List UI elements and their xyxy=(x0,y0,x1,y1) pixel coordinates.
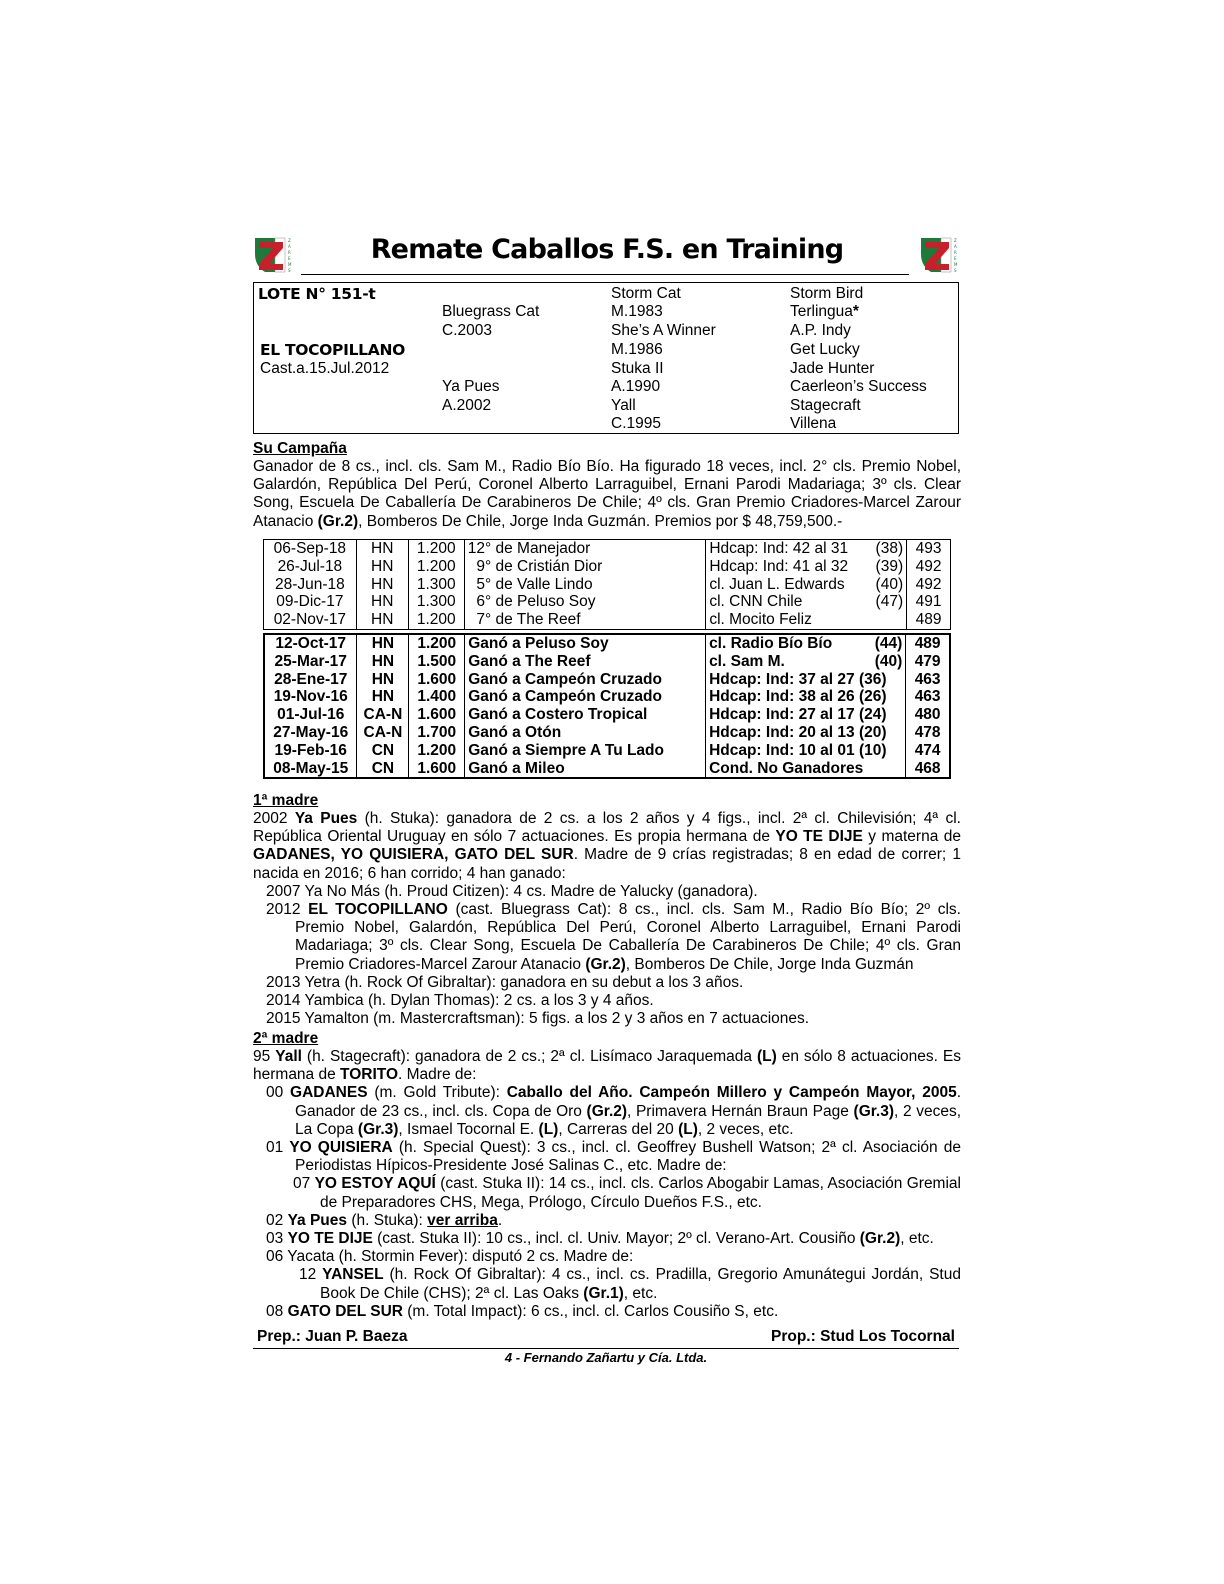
race-date: 28-Ene-17 xyxy=(274,670,348,688)
svg-text:A: A xyxy=(954,244,957,249)
ver-arriba-link[interactable]: ver arriba xyxy=(427,1211,498,1229)
header-rule xyxy=(301,274,909,275)
gen3-5: A.1990 xyxy=(611,378,661,395)
race-result: 12° de Manejador xyxy=(464,540,706,558)
race-result: Ganó a The Reef xyxy=(465,653,706,671)
sire-info: C.2003 xyxy=(442,322,492,339)
race-weight: 478 xyxy=(906,724,950,742)
race-distance: 1.600 xyxy=(409,760,465,779)
produce-yo-estoy-aqui: 07 YO ESTOY AQUÍ (cast. Stuka II): 14 cs., incl. cls. Carlos Abogabir Lamas, Asociación Gremial de Preparadores CHS, Mega, Prólogo, Círculo Dueños F.S., etc. xyxy=(293,1175,961,1211)
race-date: 19-Feb-16 xyxy=(274,741,347,759)
race-distance: 1.500 xyxy=(409,653,465,671)
race-row xyxy=(264,706,950,724)
race-name: cl. Sam M. (40) xyxy=(706,653,906,671)
gen4-0: Storm Bird xyxy=(790,285,864,302)
race-result: Ganó a Campeón Cruzado xyxy=(465,688,706,706)
gen4-6: Stagecraft xyxy=(790,397,861,414)
race-distance: 1.600 xyxy=(409,706,465,724)
campaign-heading: Su Campaña xyxy=(253,440,347,457)
campaign-section xyxy=(253,440,961,531)
race-track: HN xyxy=(357,653,409,671)
zanartu-logo-right xyxy=(919,232,961,276)
race-name: cl. Juan L. Edwards (40) xyxy=(706,576,907,594)
svg-text:Z: Z xyxy=(954,238,957,243)
race-name: Cond. No Ganadores xyxy=(706,760,906,779)
placed-races-table xyxy=(263,539,951,630)
horse-birth: Cast.a.15.Jul.2012 xyxy=(260,360,390,377)
race-distance: 1.300 xyxy=(408,593,464,611)
second-dam-section xyxy=(253,1030,961,1321)
race-row xyxy=(264,576,951,594)
race-result: Ganó a Otón xyxy=(465,724,706,742)
race-rank: (44) xyxy=(874,634,903,652)
race-date: 19-Nov-16 xyxy=(273,688,348,706)
gen3-6: Yall xyxy=(611,397,636,414)
offspring-2013: 2013 Yetra (h. Rock Of Gibraltar): ganadora en su debut a los 3 años. xyxy=(266,973,744,991)
produce-yansel: 12 YANSEL (h. Rock Of Gibraltar): 4 cs., incl. cs. Pradilla, Gregorio Amunátegui Jordán, Stud Book De Chile (CHS); 2ª cl. Las Oaks (Gr.1), etc. xyxy=(299,1266,961,1302)
race-row xyxy=(264,593,951,611)
race-distance: 1.200 xyxy=(408,558,464,576)
race-name: Hdcap: Ind: 42 al 31 (38) xyxy=(706,540,907,558)
first-dam-section xyxy=(253,792,961,1028)
race-row xyxy=(264,558,951,576)
produce-yacata: 06 Yacata (h. Stormin Fever): disputó 2 cs. Madre de: xyxy=(266,1248,634,1266)
second-dam-heading: 2ª madre xyxy=(253,1030,319,1047)
gen4-1: Terlingua* xyxy=(790,303,859,320)
race-name: cl. Mocito Feliz xyxy=(706,611,907,629)
race-date: 27-May-16 xyxy=(273,723,349,741)
gen4-2: A.P. Indy xyxy=(790,322,851,339)
produce-yo-quisiera: 01 YO QUISIERA (h. Special Quest): 3 cs., incl. cl. Geoffrey Bushell Watson; 2ª cl. Asociación de Periodistas Hípicos-Presidente José Salinas C., etc. Madre de: xyxy=(266,1139,961,1175)
race-track: HN xyxy=(356,558,408,576)
race-name: Hdcap: Ind: 38 al 26 (26) xyxy=(706,688,906,706)
race-distance: 1.700 xyxy=(409,724,465,742)
race-row xyxy=(264,653,950,671)
offspring-2014: 2014 Yambica (h. Dylan Thomas): 2 cs. a los 3 y 4 años. xyxy=(266,992,654,1010)
race-track: HN xyxy=(357,634,409,653)
race-result: Ganó a Mileo xyxy=(465,760,706,779)
trainer: Prep.: Juan P. Baeza xyxy=(257,1328,408,1345)
race-result: Ganó a Costero Tropical xyxy=(465,706,706,724)
race-weight: 492 xyxy=(907,558,951,576)
page-title: Remate Caballos F.S. en Training xyxy=(370,234,844,265)
race-date: 25-Mar-17 xyxy=(274,652,347,670)
produce-ya-pues: 02 Ya Pues (h. Stuka): ver arriba. xyxy=(266,1211,503,1229)
race-weight: 489 xyxy=(907,611,951,629)
race-rank: (47) xyxy=(875,593,904,611)
race-track: CA-N xyxy=(357,724,409,742)
svg-text:E: E xyxy=(288,256,291,261)
race-distance: 1.200 xyxy=(408,540,464,558)
race-name: Hdcap: Ind: 20 al 13 (20) xyxy=(706,724,906,742)
race-row xyxy=(264,760,950,779)
race-track: HN xyxy=(356,611,408,629)
race-distance: 1.300 xyxy=(408,576,464,594)
race-result: 5° de Valle Lindo xyxy=(464,576,706,594)
race-result: Ganó a Siempre A Tu Lado xyxy=(465,742,706,760)
race-distance: 1.200 xyxy=(409,634,465,653)
race-track: HN xyxy=(356,540,408,558)
produce-gadanes: 00 GADANES (m. Gold Tribute): Caballo del Año. Campeón Millero y Campeón Mayor, 2005. Ganador de 23 cs., incl. cls. Copa de Oro (Gr.2), Primavera Hernán Braun Page (Gr.3), 2 veces, La Copa (Gr.3), Ismael Tocornal E. (L), Carreras del 20 (L), 2 veces, etc. xyxy=(266,1084,962,1138)
race-result: 6° de Peluso Soy xyxy=(464,593,706,611)
gen4-4: Jade Hunter xyxy=(790,360,875,377)
gen3-3: M.1986 xyxy=(611,341,663,358)
race-result: Ganó a Campeón Cruzado xyxy=(465,671,706,689)
race-name: cl. Radio Bío Bío (44) xyxy=(706,634,906,653)
race-name: cl. CNN Chile (47) xyxy=(706,593,907,611)
produce-gato-del-sur: 08 GATO DEL SUR (m. Total Impact): 6 cs., incl. cl. Carlos Cousiño S, etc. xyxy=(266,1302,779,1320)
race-weight: 491 xyxy=(907,593,951,611)
svg-text:S: S xyxy=(954,268,957,273)
gen3-7: C.1995 xyxy=(611,415,661,432)
race-distance: 1.200 xyxy=(408,611,464,629)
first-dam-text: 2002 Ya Pues (h. Stuka): ganadora de 2 cs. a los 2 años y 4 figs., incl. 2ª cl. Chilevisión; 4ª cl. República Oriental Uruguay en sólo 7 actuaciones. Es propia hermana de YO TE DIJE y materna de GADANES, YO QUISIERA, GATO DEL SUR. Madre de 9 crías registradas; 8 en edad de correr; 1 nacida en 2016; 6 han corrido; 4 han ganado: xyxy=(253,810,962,882)
race-weight: 463 xyxy=(906,688,950,706)
race-row xyxy=(264,742,950,760)
race-track: HN xyxy=(356,576,408,594)
race-weight: 492 xyxy=(907,576,951,594)
first-dam-heading: 1ª madre xyxy=(253,792,319,809)
page-number: 4 - Fernando Zañartu y Cía. Ltda. xyxy=(504,1350,708,1365)
svg-text:R: R xyxy=(954,250,957,255)
race-record xyxy=(263,539,951,779)
race-row xyxy=(264,540,951,558)
import-star: * xyxy=(852,303,859,320)
race-result: Ganó a Peluso Soy xyxy=(465,634,706,653)
race-weight: 463 xyxy=(906,671,950,689)
won-races-table xyxy=(263,633,951,779)
race-track: CN xyxy=(357,742,409,760)
svg-text:S: S xyxy=(288,268,291,273)
race-name: Hdcap: Ind: 27 al 17 (24) xyxy=(706,706,906,724)
race-row xyxy=(264,671,950,689)
race-distance: 1.400 xyxy=(409,688,465,706)
lot-number: LOTE N° 151-t xyxy=(258,285,376,303)
race-date: 06-Sep-18 xyxy=(273,540,347,557)
race-weight: 493 xyxy=(907,540,951,558)
race-name: Hdcap: Ind: 37 al 27 (36) xyxy=(706,671,906,689)
svg-text:R: R xyxy=(288,250,291,255)
svg-text:E: E xyxy=(954,256,957,261)
race-distance: 1.600 xyxy=(409,671,465,689)
race-row xyxy=(264,688,950,706)
gen3-0: Storm Cat xyxy=(611,285,681,302)
race-result: 9° de Cristián Dior xyxy=(464,558,706,576)
zanartu-logo-left xyxy=(253,232,295,276)
offspring-2007: 2007 Ya No Más (h. Proud Citizen): 4 cs. Madre de Yalucky (ganadora). xyxy=(266,882,758,900)
race-track: CA-N xyxy=(357,706,409,724)
gen4-3: Get Lucky xyxy=(790,341,860,358)
svg-text:M: M xyxy=(288,262,292,267)
race-weight: 489 xyxy=(906,634,950,653)
race-date: 02-Nov-17 xyxy=(273,611,347,629)
race-distance: 1.200 xyxy=(409,742,465,760)
race-track: CN xyxy=(357,760,409,779)
svg-text:M: M xyxy=(954,262,958,267)
race-row xyxy=(264,634,950,653)
svg-text:A: A xyxy=(288,244,291,249)
offspring-2012: 2012 EL TOCOPILLANO (cast. Bluegrass Cat): 8 cs., incl. cls. Sam M., Radio Bío Bío; 2º cls. Premio Nobel, Galardón, República Del Perú, Coronel Alberto Larraguibel, Ernani Parodi Madariaga; 3º cls. Clear Song, Escuela De Caballería De Carabineros De Chile; 4º cls. Gran Premio Criadores-Marcel Zarour Atanacio (Gr.2), Bomberos De Chile, Jorge Inda Guzmán xyxy=(266,901,961,973)
race-weight: 468 xyxy=(906,760,950,779)
race-row xyxy=(264,724,950,742)
gen4-7: Villena xyxy=(790,415,837,432)
second-dam-text: 95 Yall (h. Stagecraft): ganadora de 2 cs.; 2ª cl. Lisímaco Jaraquemada (L) en sólo 8 actuaciones. Es hermana de TORITO. Madre de: xyxy=(253,1048,961,1084)
race-weight: 474 xyxy=(906,742,950,760)
race-rank: (40) xyxy=(874,652,903,670)
race-track: HN xyxy=(357,688,409,706)
race-date: 01-Jul-16 xyxy=(277,706,345,724)
race-track: HN xyxy=(356,593,408,611)
svg-text:Z: Z xyxy=(288,238,291,243)
race-name: Hdcap: Ind: 41 al 32 (39) xyxy=(706,558,907,576)
campaign-text: Ganador de 8 cs., incl. cls. Sam M., Radio Bío Bío. Ha figurado 18 veces, incl. 2° cls. Premio Nobel, Galardón, República Del Perú, Coronel Alberto Larraguibel, Ernani Parodi Madariaga; 3º cls. Clear Song, Escuela De Caballería De Carabineros De Chile; 4º cls. Gran Premio Criadores-Marcel Zarour Atanacio (Gr.2), Bomberos De Chile, Jorge Inda Guzmán. Premios por $ 48,759,500.- xyxy=(253,458,961,530)
dam-name: Ya Pues xyxy=(442,378,500,395)
race-date: 08-May-15 xyxy=(273,759,349,777)
lot-footer xyxy=(253,1326,959,1349)
race-date: 28-Jun-18 xyxy=(274,575,345,593)
race-date: 12-Oct-17 xyxy=(275,634,347,652)
dam-info: A.2002 xyxy=(442,397,492,414)
race-date: 09-Dic-17 xyxy=(276,593,344,611)
gen3-2: She’s A Winner xyxy=(611,322,716,339)
gen3-4: Stuka II xyxy=(611,360,664,377)
owner: Prop.: Stud Los Tocornal xyxy=(771,1328,955,1345)
race-row xyxy=(264,611,951,629)
race-date: 26-Jul-18 xyxy=(277,557,343,575)
pedigree-box xyxy=(253,282,959,434)
race-track: HN xyxy=(357,671,409,689)
race-result: 7° de The Reef xyxy=(464,611,706,629)
race-rank: (40) xyxy=(875,575,904,593)
offspring-2015: 2015 Yamalton (m. Mastercraftsman): 5 figs. a los 2 y 3 años en 7 actuaciones. xyxy=(266,1010,810,1028)
gen4-5: Caerleon’s Success xyxy=(790,378,927,395)
race-weight: 480 xyxy=(906,706,950,724)
sire-name: Bluegrass Cat xyxy=(442,303,540,320)
produce-yo-te-dije: 03 YO TE DIJE (cast. Stuka II): 10 cs., incl. cl. Univ. Mayor; 2º cl. Verano-Art. Cousiño (Gr.2), etc. xyxy=(266,1230,934,1248)
race-weight: 479 xyxy=(906,653,950,671)
horse-name: EL TOCOPILLANO xyxy=(260,341,405,359)
gen3-1: M.1983 xyxy=(611,303,663,320)
race-rank: (38) xyxy=(875,540,904,557)
race-rank: (39) xyxy=(875,557,904,575)
race-name: Hdcap: Ind: 10 al 01 (10) xyxy=(706,742,906,760)
